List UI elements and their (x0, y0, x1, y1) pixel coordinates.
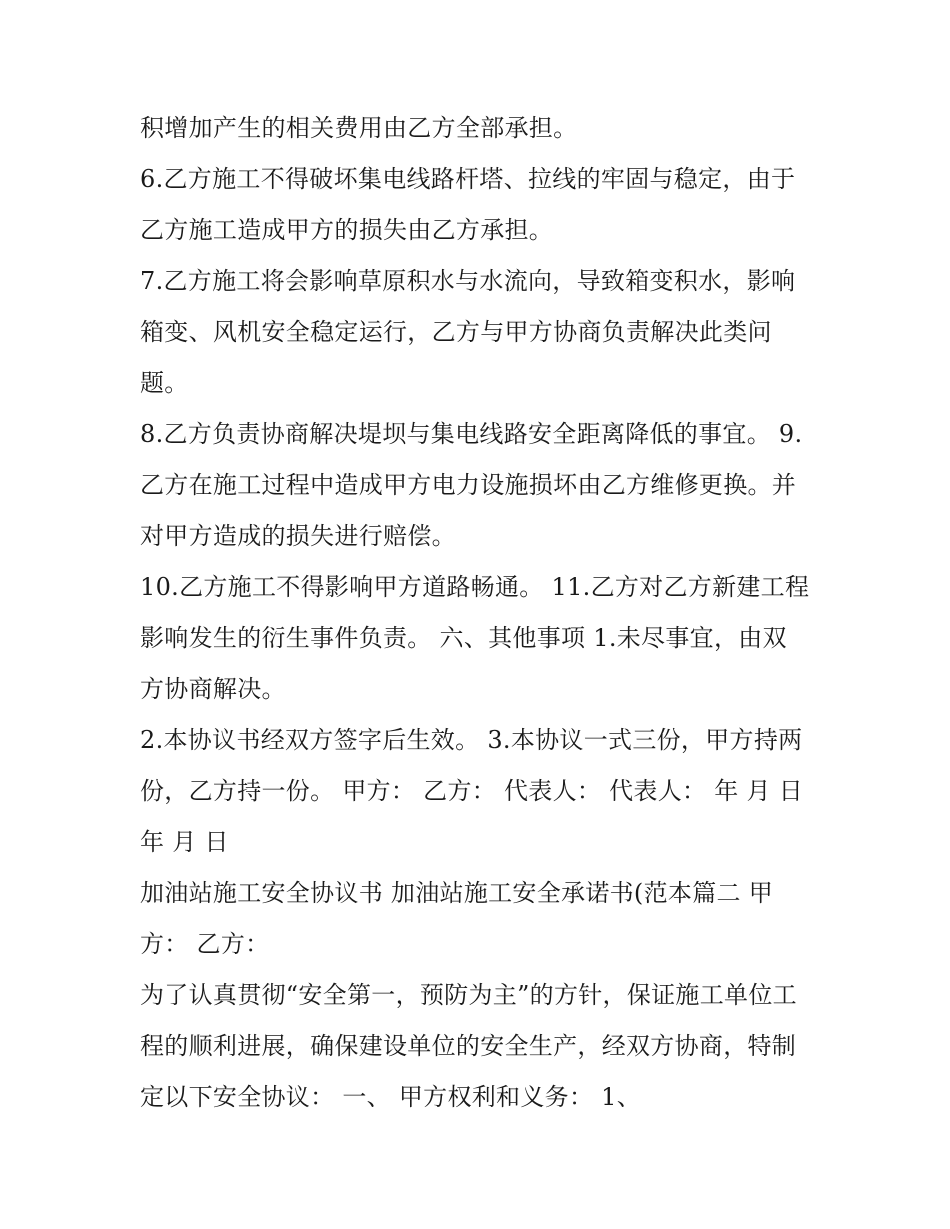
text-line: 10.乙方施工不得影响甲方道路畅通。 11.乙方对乙方新建工程 (140, 573, 810, 601)
text-line: 6.乙方施工不得破坏集电线路杆塔、拉线的牢固与稳定，由于 (140, 165, 796, 193)
text-line: 对甲方造成的损失进行赔偿。 (140, 522, 456, 550)
text-line: 影响发生的衍生事件负责。 六、其他事项 1.未尽事宜，由双 (140, 624, 787, 652)
text-line: 箱变、风机安全稳定运行，乙方与甲方协商负责解决此类问 (140, 318, 772, 346)
text-line: 题。 (140, 369, 189, 397)
text-line: 方： 乙方： (140, 930, 270, 958)
text-line: 为了认真贯彻“安全第一，预防为主”的方针，保证施工单位工 (140, 981, 797, 1009)
text-line: 8.乙方负责协商解决堤坝与集电线路安全距离降低的事宜。 9. (140, 420, 803, 448)
text-line: 加油站施工安全协议书 加油站施工安全承诺书(范本篇二 甲 (140, 879, 774, 907)
text-line: 方协商解决。 (140, 675, 286, 703)
text-line: 积增加产生的相关费用由乙方全部承担。 (140, 114, 578, 142)
text-line: 7.乙方施工将会影响草原积水与水流向，导致箱变积水，影响 (140, 267, 796, 295)
text-line: 乙方施工造成甲方的损失由乙方承担。 (140, 216, 554, 244)
text-line: 年 月 日 (140, 828, 229, 856)
text-line: 2.本协议书经双方签字后生效。 3.本协议一式三份，甲方持两 (140, 726, 803, 754)
text-line: 乙方在施工过程中造成甲方电力设施损坏由乙方维修更换。并 (140, 471, 797, 499)
text-line: 份，乙方持一份。 甲方： 乙方： 代表人： 代表人： 年 月 日 (140, 777, 804, 805)
text-line: 定以下安全协议： 一、 甲方权利和义务： 1、 (140, 1083, 642, 1111)
text-line: 程的顺利进展，确保建设单位的安全生产，经双方协商，特制 (140, 1032, 797, 1060)
